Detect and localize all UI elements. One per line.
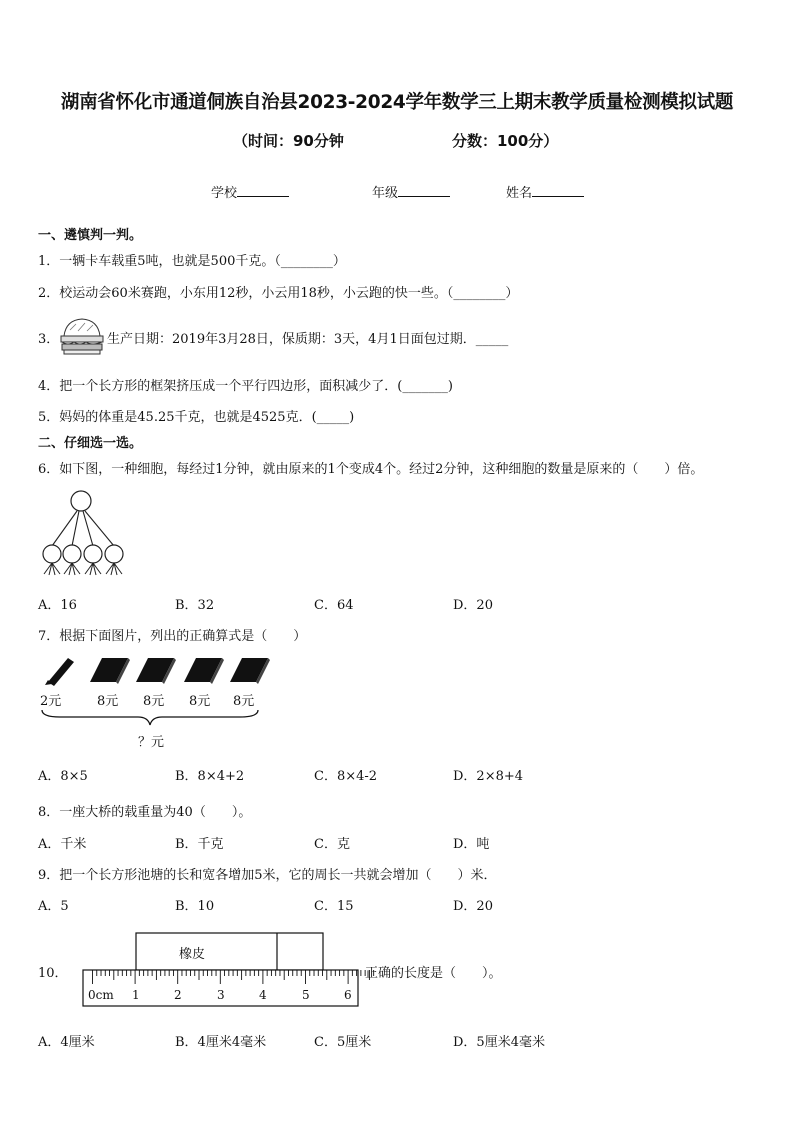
q6-option-d[interactable]: D．20 bbox=[453, 598, 493, 613]
question-3-number: 3． bbox=[38, 332, 60, 347]
q9-option-b[interactable]: B．10 bbox=[175, 899, 215, 914]
q10-option-c[interactable]: C．5厘米 bbox=[314, 1035, 372, 1050]
q7-option-c[interactable]: C．8×4-2 bbox=[314, 769, 378, 784]
score-label: 分数：100分） bbox=[452, 132, 559, 150]
q10-option-b[interactable]: B．4厘米4毫米 bbox=[175, 1035, 267, 1050]
q6-option-b[interactable]: B．32 bbox=[175, 598, 215, 613]
book-price-2: 8元 bbox=[143, 694, 165, 709]
q7-option-b[interactable]: B．8×4+2 bbox=[175, 769, 245, 784]
ruler-label-0: 0cm bbox=[88, 988, 114, 1002]
question-10-number: 10． bbox=[38, 966, 68, 981]
pen-and-books-illustration bbox=[40, 652, 280, 686]
question-3-text: 生产日期：2019年3月28日，保质期：3天，4月1日面包过期．_____ bbox=[107, 332, 509, 347]
question-7: 7．根据下面图片，列出的正确算式是（ ） bbox=[38, 629, 307, 644]
book-price-3: 8元 bbox=[189, 694, 211, 709]
name-label: 姓名 bbox=[506, 186, 533, 201]
pen-price: 2元 bbox=[40, 694, 62, 709]
cell-division-diagram bbox=[38, 488, 130, 580]
question-2: 2．校运动会60米赛跑，小东用12秒，小云用18秒，小云跑的快一些。（________） bbox=[38, 286, 519, 301]
ruler-label-1: 1 bbox=[132, 988, 140, 1002]
q10-option-d[interactable]: D．5厘米4毫米 bbox=[453, 1035, 545, 1050]
total-price-label: ？元 bbox=[138, 735, 165, 750]
ruler-label-4: 4 bbox=[259, 988, 267, 1002]
q6-option-c[interactable]: C．64 bbox=[314, 598, 354, 613]
eraser-label: 橡皮 bbox=[179, 947, 206, 962]
page-title: 湖南省怀化市通道侗族自治县2023-2024学年数学三上期末教学质量检测模拟试题 bbox=[60, 92, 734, 113]
book-icons bbox=[90, 658, 270, 684]
school-field[interactable] bbox=[211, 182, 289, 201]
question-4: 4．把一个长方形的框架挤压成一个平行四边形，面积减少了．(_______) bbox=[38, 379, 453, 394]
q9-option-a[interactable]: A．5 bbox=[38, 899, 69, 914]
bread-icon bbox=[58, 314, 106, 358]
name-blank[interactable] bbox=[532, 184, 584, 197]
question-10-text: 正确的长度是（ ）。 bbox=[365, 966, 502, 981]
pen-icon bbox=[45, 658, 74, 686]
section-1-heading: 一、遴慎判一判。 bbox=[38, 228, 143, 243]
grade-blank[interactable] bbox=[398, 184, 450, 197]
section-2-heading: 二、仔细选一选。 bbox=[38, 436, 143, 451]
grade-label: 年级 bbox=[372, 186, 399, 201]
q9-option-c[interactable]: C．15 bbox=[314, 899, 354, 914]
grade-field[interactable] bbox=[372, 182, 450, 201]
name-field[interactable] bbox=[506, 182, 584, 201]
book-price-4: 8元 bbox=[233, 694, 255, 709]
q8-option-c[interactable]: C．克 bbox=[314, 837, 350, 852]
book-price-1: 8元 bbox=[97, 694, 119, 709]
question-5: 5．妈妈的体重是45.25千克，也就是4525克．(_____) bbox=[38, 410, 355, 425]
question-9: 9．把一个长方形池塘的长和宽各增加5米，它的周长一共就会增加（ ）米． bbox=[38, 868, 497, 883]
q7-option-d[interactable]: D．2×8+4 bbox=[453, 769, 524, 784]
school-blank[interactable] bbox=[237, 184, 289, 197]
q8-option-d[interactable]: D．吨 bbox=[453, 837, 490, 852]
question-8: 8．一座大桥的载重量为40（ ）。 bbox=[38, 805, 252, 820]
q10-option-a[interactable]: A．4厘米 bbox=[38, 1035, 95, 1050]
eraser-shape bbox=[136, 933, 323, 970]
q8-option-a[interactable]: A．千米 bbox=[38, 837, 87, 852]
ruler-label-5: 5 bbox=[302, 988, 310, 1002]
q9-option-d[interactable]: D．20 bbox=[453, 899, 493, 914]
question-6: 6．如下图，一种细胞，每经过1分钟，就由原来的1个变成4个。经过2分钟，这种细胞的数量是原来的（ ）倍。 bbox=[38, 462, 704, 477]
question-1: 1．一辆卡车载重5吨，也就是500千克。（________） bbox=[38, 254, 346, 269]
school-label: 学校 bbox=[211, 186, 238, 201]
total-brace bbox=[40, 708, 260, 728]
q7-option-a[interactable]: A．8×5 bbox=[38, 769, 88, 784]
q6-option-a[interactable]: A．16 bbox=[38, 598, 77, 613]
q8-option-b[interactable]: B．千克 bbox=[175, 837, 224, 852]
ruler-label-6: 6 bbox=[344, 988, 352, 1002]
time-label: （时间：90分钟 bbox=[233, 132, 344, 150]
ruler-label-3: 3 bbox=[217, 988, 225, 1002]
ruler-label-2: 2 bbox=[174, 988, 182, 1002]
